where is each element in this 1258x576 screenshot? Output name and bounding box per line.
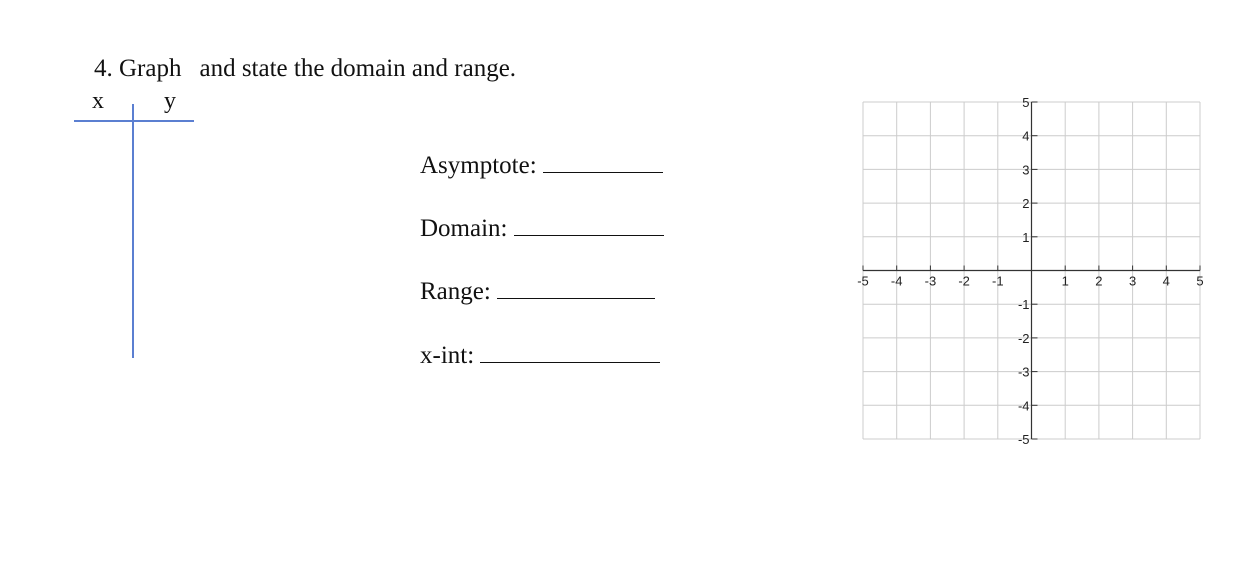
table-y-header: y bbox=[164, 88, 176, 114]
x-tick-label: -3 bbox=[924, 273, 937, 289]
xint-field bbox=[420, 340, 660, 371]
y-tick-label: 2 bbox=[1022, 196, 1030, 212]
xint-blank[interactable] bbox=[480, 340, 660, 363]
y-tick-label: -5 bbox=[1017, 432, 1030, 447]
x-tick-label: -2 bbox=[958, 273, 970, 289]
x-tick-label: -1 bbox=[992, 273, 1004, 289]
x-tick-label: 2 bbox=[1095, 273, 1103, 289]
x-tick-label: 5 bbox=[1196, 273, 1204, 289]
domain-blank[interactable] bbox=[514, 213, 664, 236]
y-tick-label: -3 bbox=[1017, 364, 1030, 380]
table-x-header: x bbox=[92, 88, 104, 114]
y-tick-label: 4 bbox=[1022, 128, 1030, 144]
y-tick-label: -1 bbox=[1017, 297, 1030, 313]
coordinate-grid[interactable] bbox=[850, 90, 1220, 460]
x-tick-label: 3 bbox=[1128, 273, 1137, 289]
x-tick-label: 1 bbox=[1061, 273, 1069, 289]
range-field bbox=[420, 276, 655, 307]
range-label: Range: bbox=[420, 278, 491, 305]
range-blank[interactable] bbox=[497, 276, 655, 299]
asymptote-field bbox=[420, 150, 663, 181]
asymptote-label: Asymptote: bbox=[420, 152, 537, 179]
y-tick-label: -2 bbox=[1017, 330, 1030, 346]
y-tick-label: 5 bbox=[1022, 95, 1030, 110]
x-tick-label: -5 bbox=[857, 273, 869, 289]
question-text bbox=[94, 52, 516, 86]
y-tick-label: 3 bbox=[1022, 162, 1030, 178]
y-tick-label: 1 bbox=[1022, 229, 1030, 245]
table-horizontal-line bbox=[74, 120, 194, 122]
xint-label: x-int: bbox=[420, 342, 475, 369]
x-tick-label: 4 bbox=[1162, 273, 1170, 289]
question-prefix: 4. Graph bbox=[94, 55, 182, 82]
domain-label: Domain: bbox=[420, 215, 508, 242]
domain-field bbox=[420, 213, 664, 244]
asymptote-blank[interactable] bbox=[543, 150, 663, 173]
question-instruction: and state the domain and range. bbox=[199, 55, 517, 82]
x-tick-label: -4 bbox=[890, 273, 903, 289]
y-tick-label: -4 bbox=[1017, 398, 1030, 414]
table-vertical-line bbox=[132, 104, 134, 358]
